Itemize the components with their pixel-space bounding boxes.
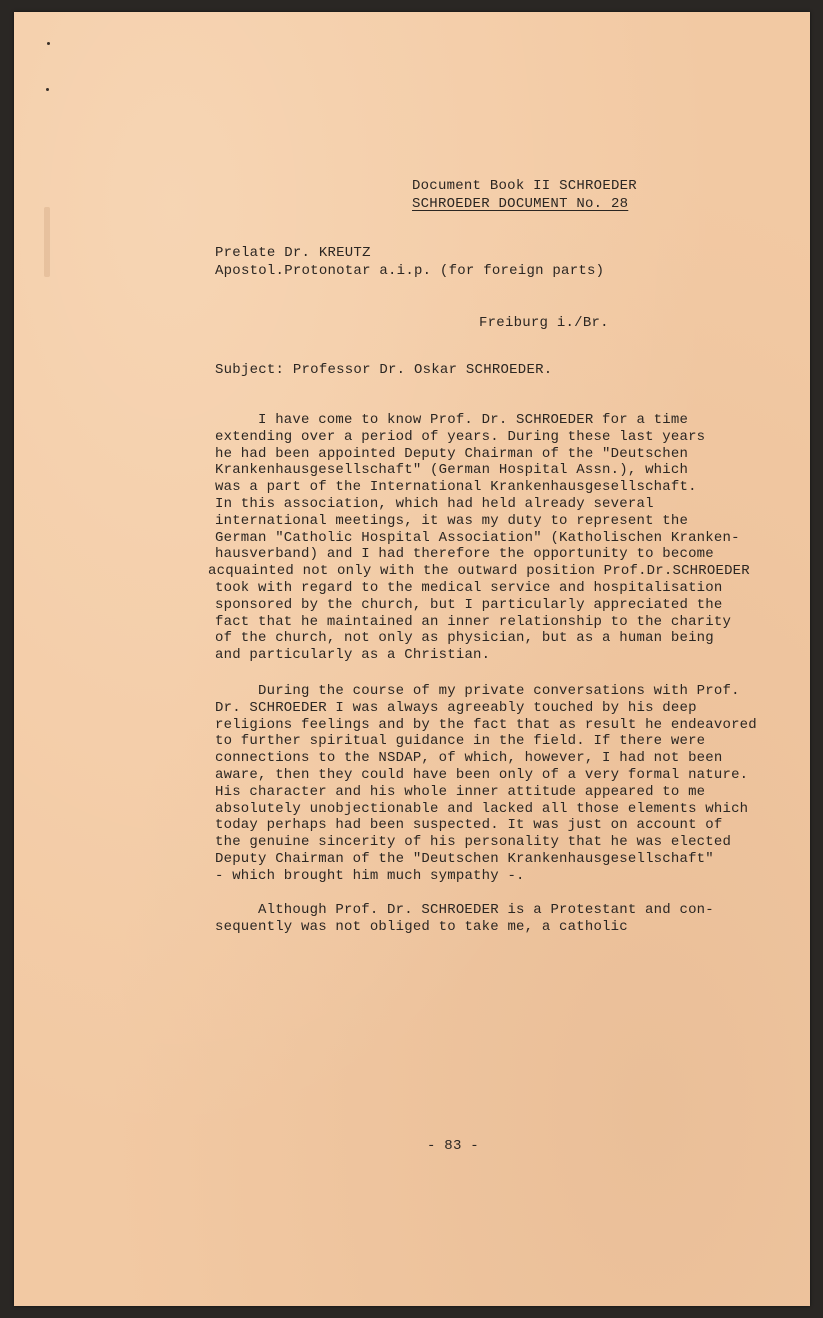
paragraph-line: German "Catholic Hospital Association" (Katholischen Kranken- bbox=[215, 529, 740, 546]
paragraph-line: I have come to know Prof. Dr. SCHROEDER for a time bbox=[258, 412, 689, 428]
subject-line: Subject: Professor Dr. Oskar SCHROEDER. bbox=[215, 362, 553, 378]
paragraph-line: extending over a period of years. During these last years bbox=[215, 428, 706, 445]
body-paragraph-1 bbox=[208, 412, 755, 664]
paragraph-line: Deputy Chairman of the "Deutschen Krankenhausgesellschaft" bbox=[215, 850, 714, 867]
paragraph-line: took with regard to the medical service and hospitalisation bbox=[215, 579, 723, 596]
paragraph-line: of the church, not only as physician, but as a human being bbox=[215, 630, 714, 647]
paragraph-line: sequently was not obliged to take me, a catholic bbox=[215, 918, 628, 935]
paragraph-line: Krankenhausgesellschaft" (German Hospital Assn.), which bbox=[215, 462, 689, 479]
paragraph-line: fact that he maintained an inner relationship to the charity bbox=[215, 613, 732, 630]
body-paragraph-2 bbox=[215, 683, 755, 885]
sender-name: Prelate Dr. KREUTZ bbox=[215, 245, 371, 261]
paragraph-line: acquainted not only with the outward position Prof.Dr.SCHROEDER bbox=[208, 563, 750, 580]
paragraph-line: During the course of my private conversations with Prof. bbox=[258, 683, 740, 699]
paragraph-line: connections to the NSDAP, of which, however, I had not been bbox=[215, 750, 723, 767]
document-page bbox=[14, 12, 810, 1306]
page-number: - 83 - bbox=[427, 1138, 479, 1154]
body-paragraph-3 bbox=[215, 902, 755, 936]
paragraph-line: Although Prof. Dr. SCHROEDER is a Protestant and con- bbox=[258, 902, 714, 918]
paragraph-line: sponsored by the church, but I particularly appreciated the bbox=[215, 596, 723, 613]
place-line: Freiburg i./Br. bbox=[479, 315, 609, 331]
sender-title: Apostol.Protonotar a.i.p. (for foreign parts) bbox=[215, 263, 605, 279]
document-book-label: Document Book II SCHROEDER bbox=[412, 178, 637, 194]
paragraph-line: hausverband) and I had therefore the opportunity to become bbox=[215, 546, 714, 563]
paragraph-line: the genuine sincerity of his personality that he was elected bbox=[215, 834, 732, 851]
document-number: SCHROEDER DOCUMENT No. 28 bbox=[412, 196, 629, 212]
paragraph-line: absolutely unobjectionable and lacked all those elements which bbox=[215, 800, 749, 817]
paragraph-line: His character and his whole inner attitude appeared to me bbox=[215, 783, 706, 800]
paragraph-line: In this association, which had held already several bbox=[215, 495, 654, 512]
paper-speck bbox=[46, 88, 49, 91]
paragraph-line: was a part of the International Krankenhausgesellschaft. bbox=[215, 479, 697, 496]
paragraph-line: - which brought him much sympathy -. bbox=[215, 867, 525, 884]
paragraph-line: and particularly as a Christian. bbox=[215, 647, 491, 664]
paragraph-line: he had been appointed Deputy Chairman of the "Deutschen bbox=[215, 445, 689, 462]
binding-mark bbox=[44, 207, 50, 277]
paragraph-line: Dr. SCHROEDER I was always agreeably touched by his deep bbox=[215, 699, 697, 716]
paragraph-line: international meetings, it was my duty to represent the bbox=[215, 512, 689, 529]
paragraph-line: religions feelings and by the fact that as result he endeavored bbox=[215, 716, 757, 733]
paragraph-line: to further spiritual guidance in the field. If there were bbox=[215, 733, 706, 750]
paper-speck bbox=[47, 42, 50, 45]
paragraph-line: aware, then they could have been only of a very formal nature. bbox=[215, 766, 749, 783]
paragraph-line: today perhaps had been suspected. It was just on account of bbox=[215, 817, 723, 834]
